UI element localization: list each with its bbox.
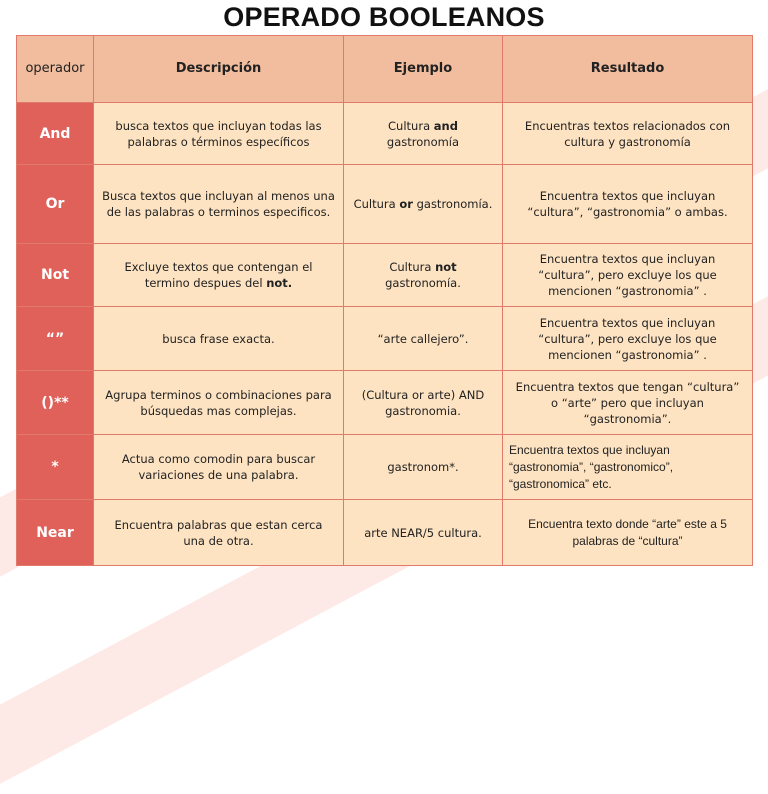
description-cell: busca textos que incluyan todas las palabras o términos específicos — [94, 103, 344, 165]
operator-cell: Not — [17, 244, 94, 307]
table-row — [17, 500, 753, 566]
example-keyword: and — [433, 118, 458, 133]
page-title: OPERADO BOOLEANOS — [223, 2, 545, 32]
example-cell — [344, 165, 503, 244]
result-cell: Encuentras textos relacionados con cultura y gastronomía — [503, 103, 753, 165]
description-cell: Encuentra palabras que estan cerca una de otra. — [94, 500, 344, 566]
description-cell: Actua como comodin para buscar variaciones de una palabra. — [94, 435, 344, 500]
example-cell: “arte callejero”. — [344, 307, 503, 371]
description-cell — [94, 244, 344, 307]
example-text: gastronomía. — [412, 197, 493, 211]
table-row — [17, 307, 753, 371]
example-cell: gastronom*. — [344, 435, 503, 500]
example-text: Cultura — [389, 260, 436, 274]
description-keyword: not. — [266, 276, 293, 290]
result-cell: Encuentra textos que incluyan “cultura”, pero excluye los que mencionen “gastronomia” . — [503, 244, 753, 307]
example-cell: (Cultura or arte) AND gastronomia. — [344, 371, 503, 435]
description-text: Excluye textos que contengan el termino despues del — [124, 260, 313, 290]
operator-cell: * — [17, 435, 94, 500]
table-row — [17, 435, 753, 500]
description-cell: busca frase exacta. — [94, 307, 344, 371]
table-row — [17, 371, 753, 435]
operator-cell: Or — [17, 165, 94, 244]
operator-cell: “” — [17, 307, 94, 371]
example-text: Cultura — [353, 197, 400, 211]
example-cell: arte NEAR/5 cultura. — [344, 500, 503, 566]
example-keyword: not — [435, 260, 457, 274]
header-descripcion: Descripción — [94, 36, 344, 103]
description-cell: Busca textos que incluyan al menos una de las palabras o terminos especificos. — [94, 165, 344, 244]
result-cell: Encuentra textos que incluyan “cultura”, pero excluye los que mencionen “gastronomia” . — [503, 307, 753, 371]
header-operador: operador — [17, 36, 94, 103]
example-text: Cultura — [388, 118, 434, 133]
boolean-operators-table — [16, 35, 753, 566]
result-cell: Encuentra texto donde “arte” este a 5 palabras de “cultura” — [503, 500, 753, 566]
table-row — [17, 103, 753, 165]
result-cell: Encuentra textos que incluyan “cultura”, “gastronomia” o ambas. — [503, 165, 753, 244]
header-resultado: Resultado — [503, 36, 753, 103]
example-keyword: or — [399, 197, 413, 211]
header-ejemplo: Ejemplo — [344, 36, 503, 103]
result-cell: Encuentra textos que tengan “cultura” o “arte” pero que incluyan “gastronomia”. — [503, 371, 753, 435]
operator-cell: And — [17, 103, 94, 165]
description-cell: Agrupa terminos o combinaciones para búsquedas mas complejas. — [94, 371, 344, 435]
example-cell — [344, 103, 503, 165]
example-cell — [344, 244, 503, 307]
table-row — [17, 165, 753, 244]
table-header-row — [17, 36, 753, 103]
example-text: gastronomía. — [385, 276, 461, 290]
operator-cell: Near — [17, 500, 94, 566]
result-cell: Encuentra textos que incluyan “gastronomia”, “gastronomico”, “gastronomica” etc. — [503, 435, 753, 500]
example-text: gastronomía — [386, 134, 460, 149]
operator-cell: ()** — [17, 371, 94, 435]
table-row — [17, 244, 753, 307]
